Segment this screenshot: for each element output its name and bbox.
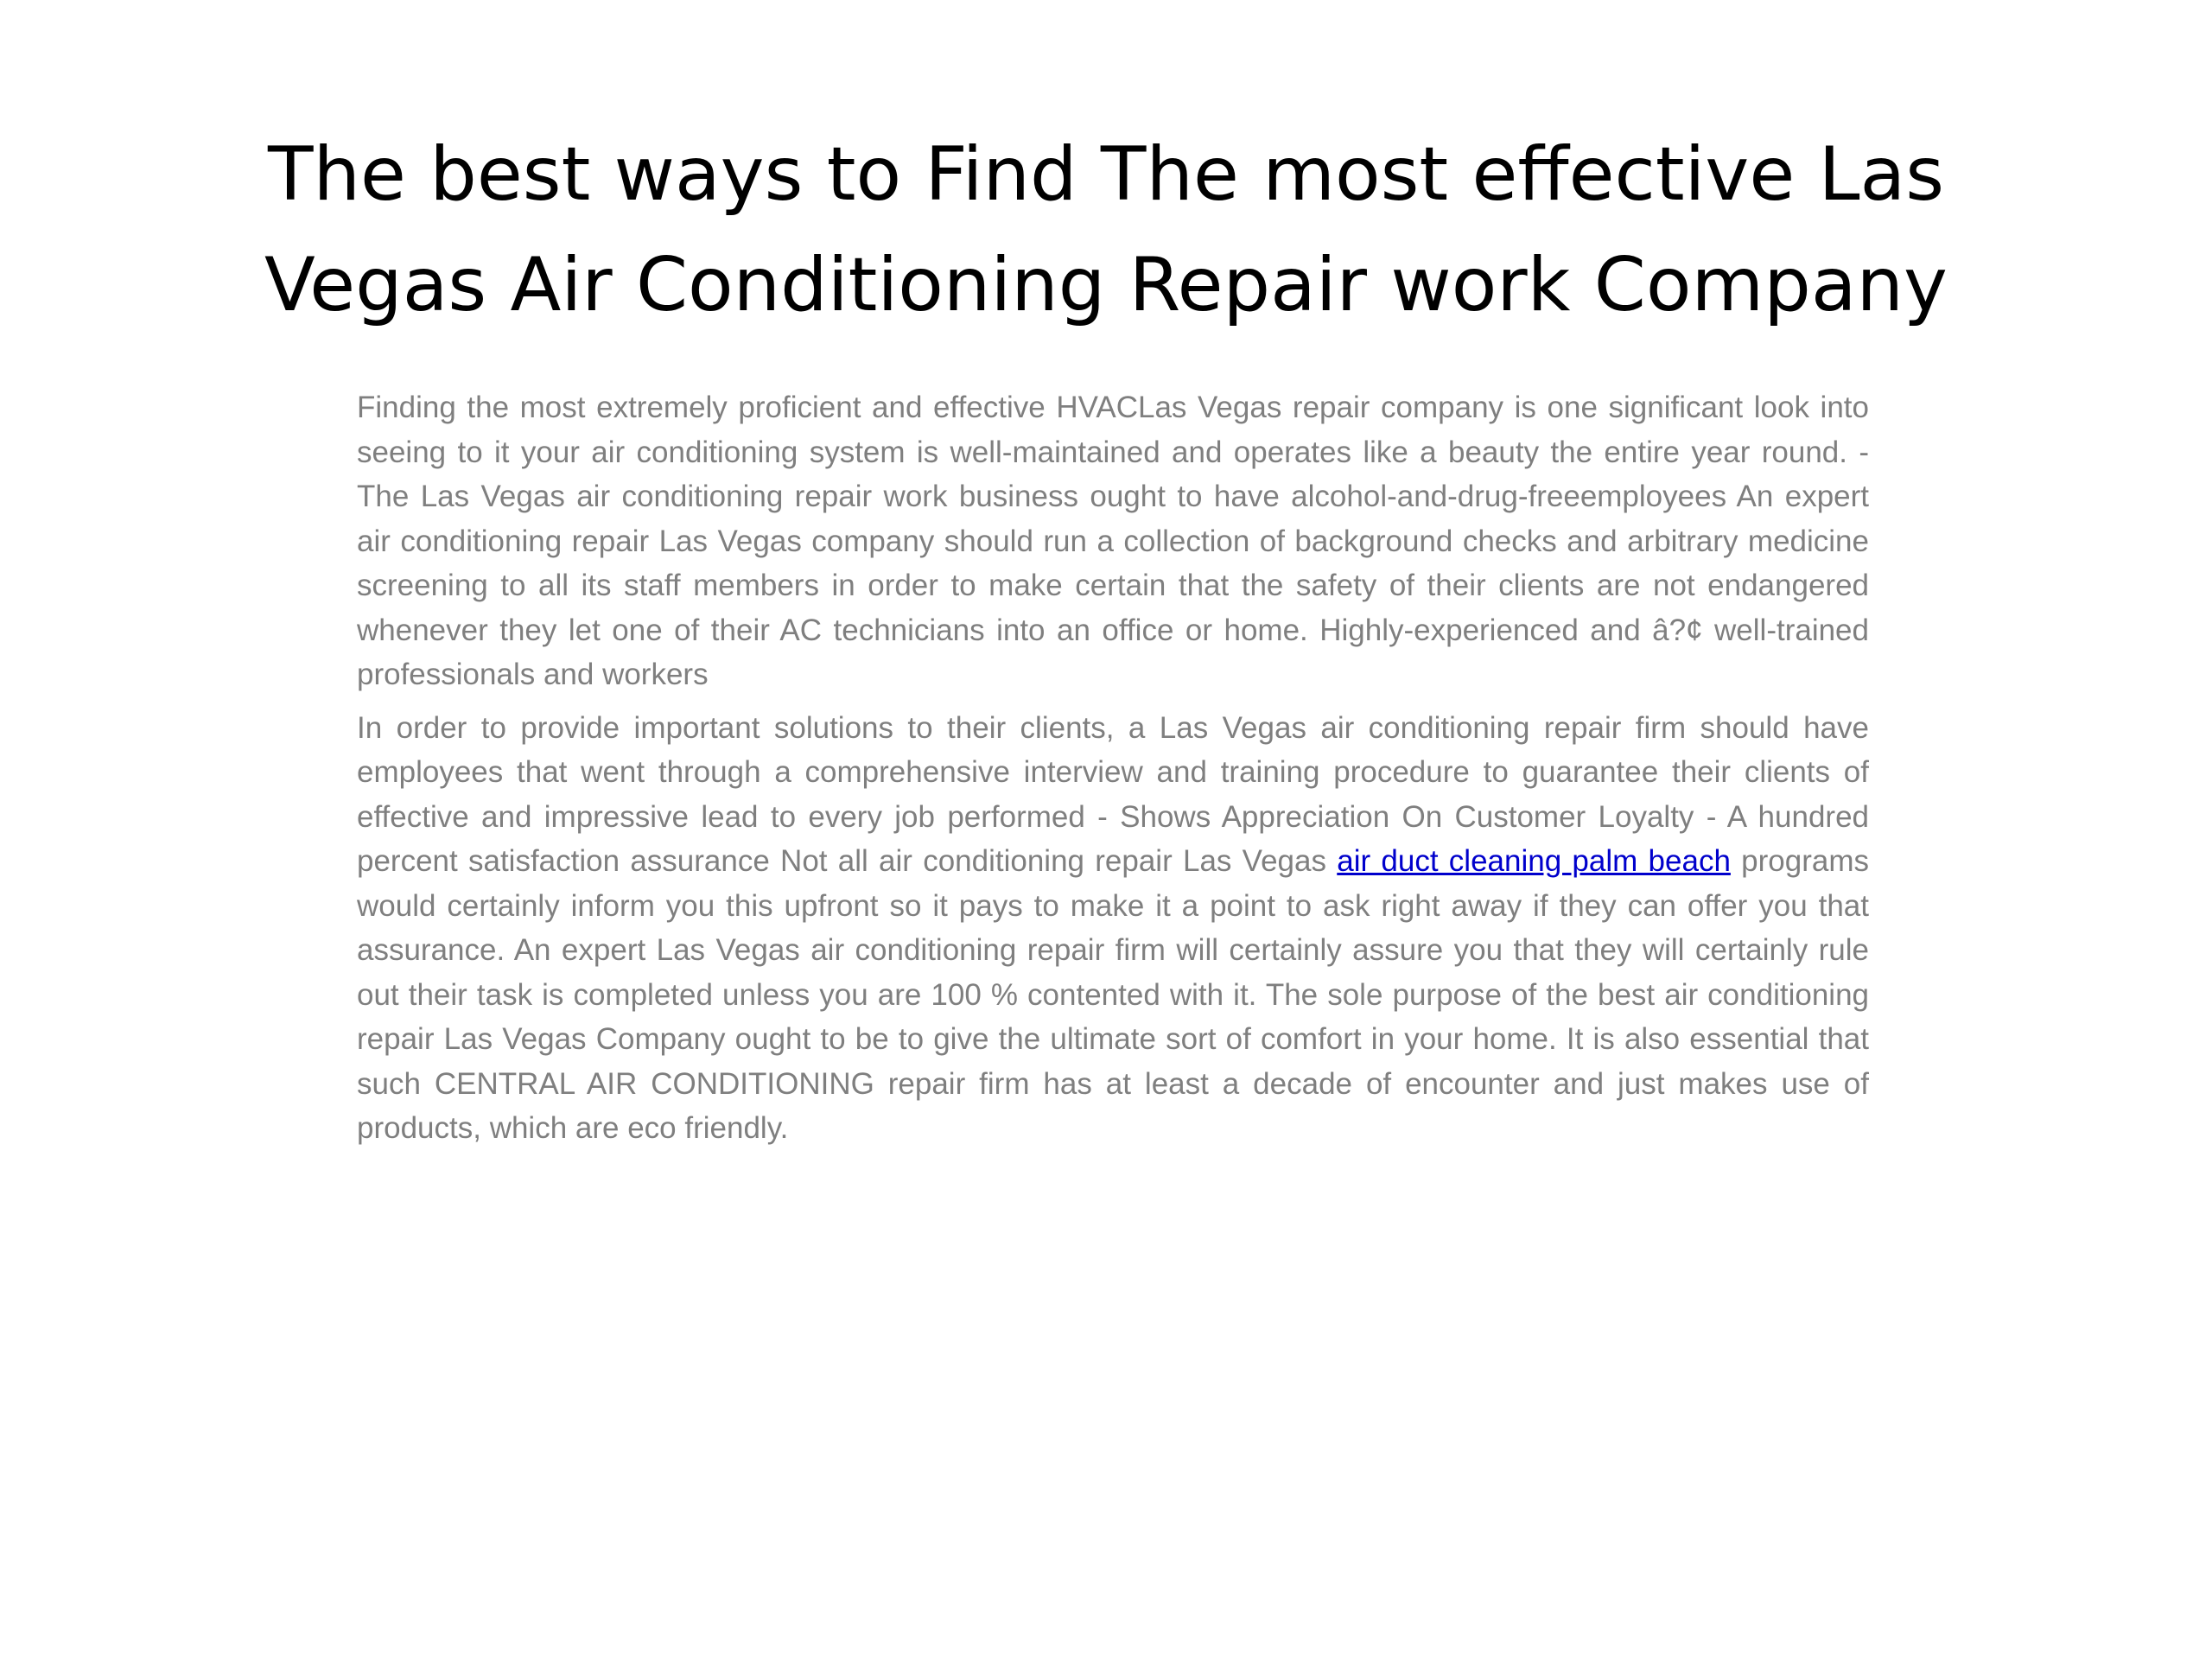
paragraph-2-before-link: In order to provide important solutions to their clients, a Las Vegas air conditioning repair firm should have employees that went through a comprehensive interview and training procedure to guarantee their clients of effective and impressive lead to every job performed - Shows Appreciation On Customer Loyalty - A hundred percent satisfaction assurance Not all air conditioning repair Las Vegas	[357, 710, 1869, 878]
paragraph-2	[357, 706, 1869, 1151]
paragraph-1-text: Finding the most extremely proficient and effective HVACLas Vegas repair company is one significant look into seeing to it your air conditioning system is well-maintained and operates like a beauty the entire year round. - The Las Vegas air conditioning repair work business ought to have alcohol-and-drug-freeemployees An expert air conditioning repair Las Vegas company should run a collection of background checks and arbitrary medicine screening to all its staff members in order to make certain that the safety of their clients are not endangered whenever they let one of their AC technicians into an office or home. Highly-experienced and â?¢ well-trained professionals and workers	[357, 391, 1869, 691]
slide-body	[357, 385, 1869, 1160]
paragraph-2-after-link: programs would certainly inform you this upfront so it pays to make it a point to ask right away if they can offer you that assurance. An expert Las Vegas air conditioning repair firm will certainly assure you that they will certainly rule out their task is completed unless you are 100 % contented with it. The sole purpose of the best air conditioning repair Las Vegas Company ought to be to give the ultimate sort of comfort in your home. It is also essential that such CENTRAL AIR CONDITIONING repair firm has at least a decade of encounter and just makes use of products, which are eco friendly.	[357, 844, 1869, 1145]
air-duct-cleaning-link[interactable]: air duct cleaning palm beach	[1337, 844, 1731, 878]
paragraph-1	[357, 385, 1869, 697]
slide-title: The best ways to Find The most effective Las Vegas Air Conditioning Repair work Company	[264, 131, 1948, 328]
